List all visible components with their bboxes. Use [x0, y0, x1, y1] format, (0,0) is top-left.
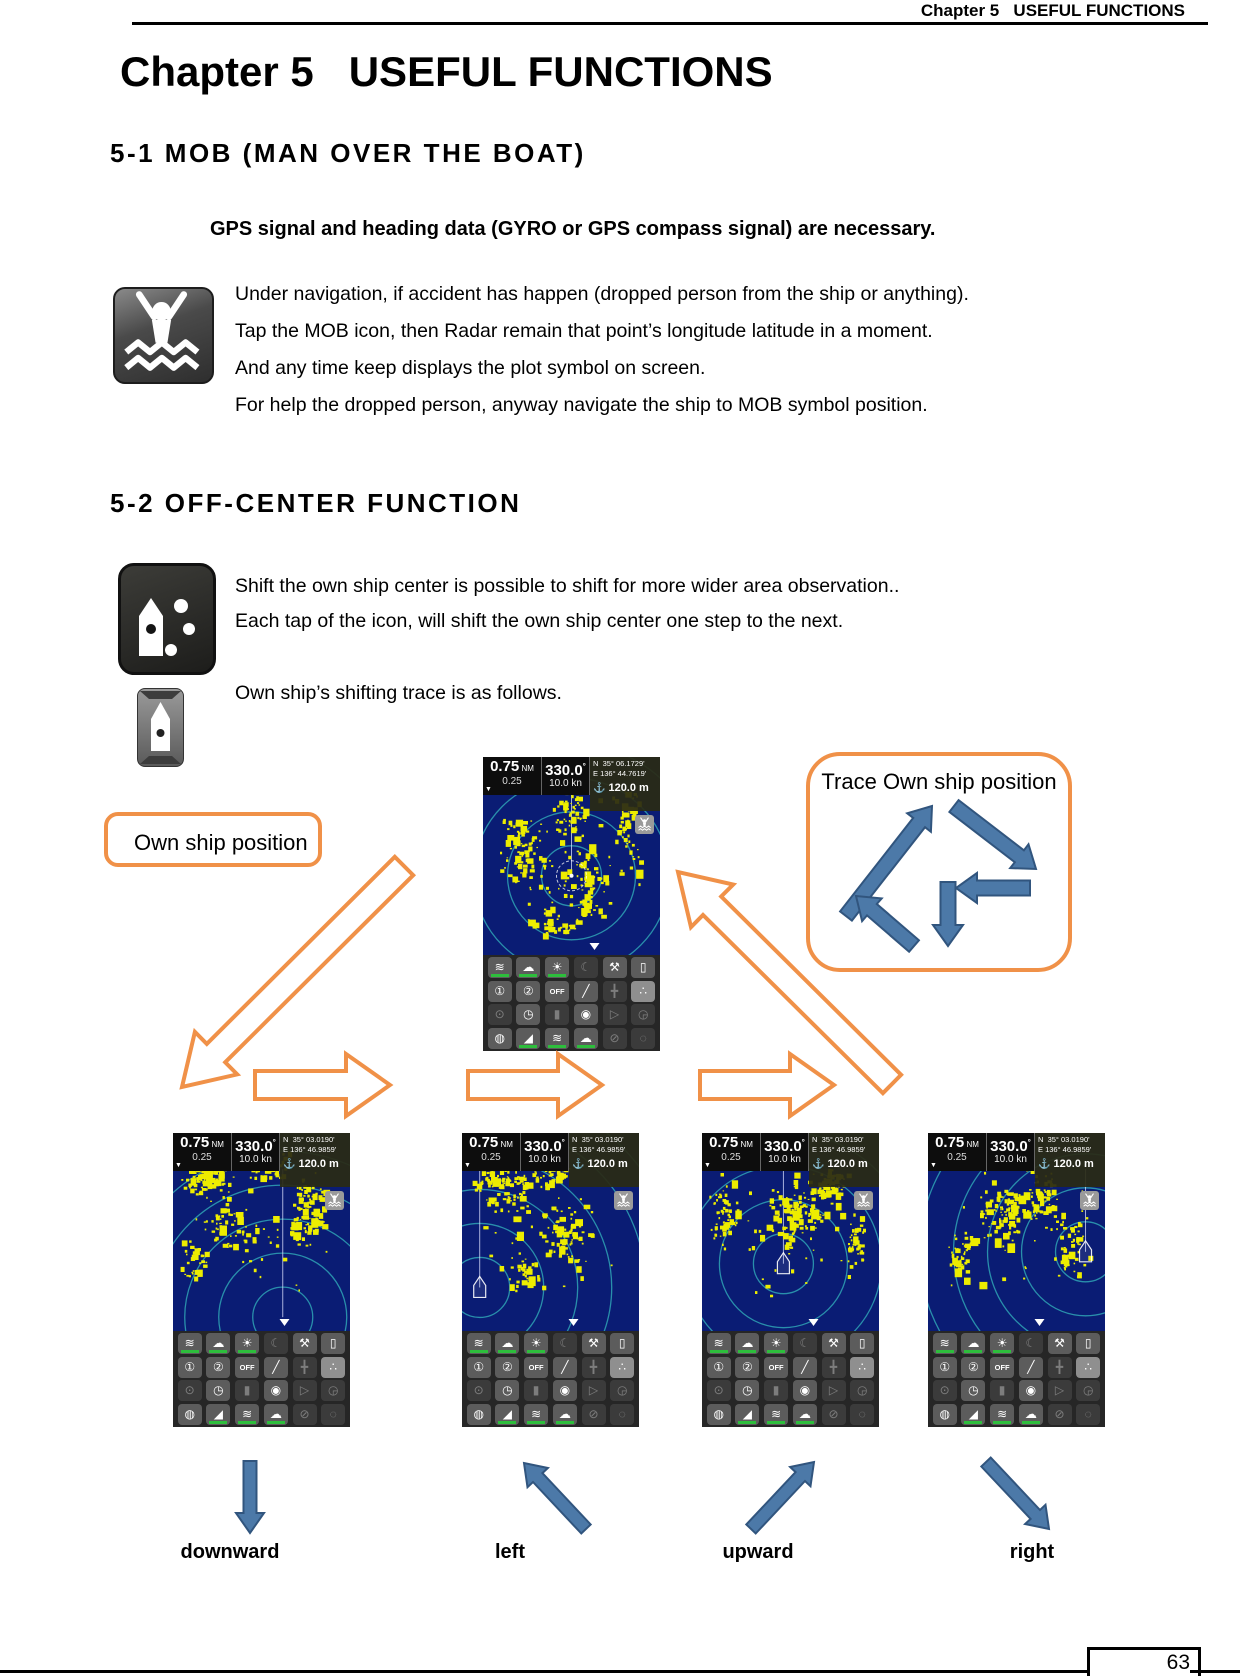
off-center-icon: ∴: [1076, 1357, 1100, 1378]
radar-data-header: [483, 757, 660, 811]
radar-menu-panel: [483, 955, 660, 1051]
tablet-icon: ▯: [321, 1333, 345, 1354]
heading-cell: [761, 1133, 809, 1171]
longitude-value: E 136° 46.9859': [283, 1145, 337, 1154]
user-1-icon: ①: [707, 1357, 731, 1378]
tune-dial-icon: ⊙: [178, 1380, 202, 1401]
radar-screenshot-left: [462, 1133, 639, 1427]
tune-dial-icon: ⊙: [707, 1380, 731, 1401]
sea-clutter-icon: ≋: [933, 1333, 957, 1354]
paragraph-line: Each tap of the icon, will shift the own ship center one step to the next.: [235, 610, 844, 632]
speed-value: 10.0 kn: [528, 1154, 561, 1165]
degree-unit: °: [561, 1138, 565, 1147]
dial-a-icon: ⊘: [603, 1028, 627, 1049]
range-value: 0.75 NM: [469, 1134, 513, 1151]
trace-own-ship-label: Trace Own ship position: [821, 769, 1057, 794]
radar-screenshot-center: [483, 757, 660, 1051]
orange-arrow-right-3: [700, 1054, 834, 1116]
flashlight-icon: ▮: [524, 1380, 548, 1401]
mob-mini-icon: [854, 1191, 873, 1210]
orange-arrow-right-2: [468, 1054, 602, 1116]
latitude-value: N 35° 03.0190': [1038, 1135, 1090, 1144]
range-down-arrow: ▼: [485, 786, 492, 793]
section-5-1-heading: 5-1 MOB (MAN OVER THE BOAT): [110, 138, 586, 168]
header-rule: [132, 22, 1208, 25]
flashlight-icon: ▮: [545, 1004, 569, 1025]
service-tools-icon: ⚒: [1048, 1333, 1072, 1354]
brightness-icon: ☀: [990, 1333, 1014, 1354]
depth-row: [1038, 1158, 1105, 1170]
menu-row: [702, 1333, 879, 1354]
timer-icon: ◷: [495, 1380, 519, 1401]
menu-row: [462, 1404, 639, 1425]
clock-icon: ◶: [631, 1004, 655, 1025]
location-pin-icon: ◉: [1019, 1380, 1043, 1401]
off-center-icon: ∴: [850, 1357, 874, 1378]
clock-icon: ◶: [850, 1380, 874, 1401]
sea-clutter-2-icon: ≋: [764, 1404, 788, 1425]
menu-row: [173, 1357, 350, 1378]
sea-clutter-icon: ≋: [178, 1333, 202, 1354]
longitude-value: E 136° 46.9859': [812, 1145, 866, 1154]
range-unit: NM: [738, 1140, 753, 1149]
tablet-icon: ▯: [631, 957, 655, 978]
menu-row: [928, 1404, 1105, 1425]
range-unit: NM: [519, 764, 534, 773]
degree-unit: °: [801, 1138, 805, 1147]
speed-value: 10.0 kn: [994, 1154, 1027, 1165]
location-pin-icon: ◉: [793, 1380, 817, 1401]
own-ship-position-label: Own ship position: [134, 830, 308, 855]
degree-unit: °: [272, 1138, 276, 1147]
anchor-watch-off-icon: OFF: [524, 1357, 548, 1378]
range-value: 0.75 NM: [935, 1134, 979, 1151]
off-center-icon: ∴: [631, 981, 655, 1002]
dial-a-icon: ⊘: [822, 1404, 846, 1425]
heading-value: 330.0°: [545, 762, 586, 779]
menu-row: [483, 957, 660, 978]
dial-b-icon: ◌: [850, 1404, 874, 1425]
menu-row: [928, 1380, 1105, 1401]
own-ship-position-callout: [104, 812, 322, 867]
mob-icon: [113, 287, 214, 384]
flashlight-icon: ▮: [990, 1380, 1014, 1401]
radar-menu-panel: [173, 1331, 350, 1427]
footer-rule: [0, 1670, 1087, 1673]
tablet-icon: ▯: [850, 1333, 874, 1354]
off-center-icon: ∴: [321, 1357, 345, 1378]
heading-value: 330.0°: [990, 1138, 1031, 1155]
position-cell: [809, 1133, 879, 1187]
heading-value: 330.0°: [524, 1138, 565, 1155]
sea-clutter-2-icon: ≋: [235, 1404, 259, 1425]
user-2-icon: ②: [495, 1357, 519, 1378]
rain-clutter-icon: ☁: [206, 1333, 230, 1354]
dial-b-icon: ◌: [610, 1404, 634, 1425]
brightness-icon: ☀: [764, 1333, 788, 1354]
service-tools-icon: ⚒: [293, 1333, 317, 1354]
label-left: left: [495, 1541, 525, 1563]
shift-arrow-downward: [236, 1461, 264, 1533]
tune-dial-icon: ⊙: [933, 1380, 957, 1401]
radar-sweep-icon: ◍: [707, 1404, 731, 1425]
mob-mini-icon: [635, 815, 654, 834]
pointer-icon: ▷: [603, 1004, 627, 1025]
clock-icon: ◶: [321, 1380, 345, 1401]
speed-value: 10.0 kn: [549, 778, 582, 789]
latitude-value: N 35° 03.0190': [812, 1135, 864, 1144]
pointer-icon: ▷: [582, 1380, 606, 1401]
radar-data-header: [173, 1133, 350, 1187]
range-rings-value: 0.25: [947, 1152, 967, 1163]
day-night-icon: ☾: [264, 1333, 288, 1354]
radar-sweep-icon: ◍: [488, 1028, 512, 1049]
brightness-icon: ☀: [524, 1333, 548, 1354]
pointer-icon: ▷: [1048, 1380, 1072, 1401]
flashlight-icon: ▮: [764, 1380, 788, 1401]
range-down-arrow: ▼: [704, 1162, 711, 1169]
paragraph-line: And any time keep displays the plot symbol on screen.: [235, 357, 706, 379]
off-center-icon: ∴: [610, 1357, 634, 1378]
service-tools-icon: ⚒: [822, 1333, 846, 1354]
degree-unit: °: [582, 762, 586, 771]
range-value: 0.75 NM: [709, 1134, 753, 1151]
own-ship-glyph: [138, 689, 183, 766]
day-night-icon: ☾: [574, 957, 598, 978]
curve-icon: ◢: [735, 1404, 759, 1425]
user-2-icon: ②: [516, 981, 540, 1002]
rain-clutter-2-icon: ☁: [553, 1404, 577, 1425]
depth-row: [593, 782, 660, 794]
day-night-icon: ☾: [1019, 1333, 1043, 1354]
menu-row: [928, 1357, 1105, 1378]
position-cell: [280, 1133, 350, 1187]
off-center-glyph: [121, 566, 213, 672]
gps-note: GPS signal and heading data (GYRO or GPS compass signal) are necessary.: [210, 218, 936, 240]
heading-cell: [232, 1133, 280, 1171]
radar-sweep-icon: ◍: [178, 1404, 202, 1425]
pointer-icon: ▷: [822, 1380, 846, 1401]
speed-value: 10.0 kn: [239, 1154, 272, 1165]
menu-row: [462, 1333, 639, 1354]
menu-row: [173, 1333, 350, 1354]
orange-arrow-down-left: [182, 857, 413, 1087]
heading-value: 330.0°: [235, 1138, 276, 1155]
curve-icon: ◢: [206, 1404, 230, 1425]
mob-mini-icon: [325, 1191, 344, 1210]
menu-row: [702, 1380, 879, 1401]
range-down-arrow: ▼: [930, 1162, 937, 1169]
menu-row: [483, 1028, 660, 1049]
longitude-value: E 136° 44.7619': [593, 769, 647, 778]
radar-sweep-icon: ◍: [933, 1404, 957, 1425]
timer-icon: ◷: [516, 1004, 540, 1025]
range-down-arrow: ▼: [175, 1162, 182, 1169]
curve-icon: ◢: [495, 1404, 519, 1425]
user-1-icon: ①: [178, 1357, 202, 1378]
radar-menu-panel: [702, 1331, 879, 1427]
user-2-icon: ②: [206, 1357, 230, 1378]
sea-clutter-2-icon: ≋: [990, 1404, 1014, 1425]
depth-value: 120.0 m: [608, 782, 649, 794]
range-unit: NM: [498, 1140, 513, 1149]
range-rings-value: 0.25: [721, 1152, 741, 1163]
radar-menu-panel: [928, 1331, 1105, 1427]
brightness-icon: ☀: [545, 957, 569, 978]
dial-b-icon: ◌: [1076, 1404, 1100, 1425]
depth-row: [812, 1158, 879, 1170]
radar-screenshot-upward: [702, 1133, 879, 1427]
menu-row: [483, 981, 660, 1002]
curve-icon: ◢: [961, 1404, 985, 1425]
shift-arrow-upward: [746, 1462, 814, 1534]
trace-own-ship-callout: [806, 752, 1072, 972]
range-rings-value: 0.25: [192, 1152, 212, 1163]
position-cell: [590, 757, 660, 811]
chapter-title: Chapter 5 USEFUL FUNCTIONS: [120, 48, 773, 95]
user-1-icon: ①: [488, 981, 512, 1002]
depth-row: [572, 1158, 639, 1170]
anchor-icon: ⚓: [812, 1158, 825, 1170]
orange-arrow-right-1: [255, 1054, 390, 1116]
page-number: 63: [1087, 1647, 1201, 1676]
heading-value: 330.0°: [764, 1138, 805, 1155]
range-unit: NM: [964, 1140, 979, 1149]
curve-icon: ◢: [516, 1028, 540, 1049]
brightness-icon: ☀: [235, 1333, 259, 1354]
user-1-icon: ①: [467, 1357, 491, 1378]
range-rings-value: 0.25: [502, 776, 522, 787]
range-unit: NM: [209, 1140, 224, 1149]
own-ship-icon: [137, 688, 184, 767]
rain-clutter-icon: ☁: [961, 1333, 985, 1354]
heading-cell: [521, 1133, 569, 1171]
label-upward: upward: [722, 1541, 794, 1563]
range-down-arrow: ▼: [464, 1162, 471, 1169]
running-header: Chapter 5 USEFUL FUNCTIONS: [920, 1, 1185, 20]
menu-row: [173, 1404, 350, 1425]
flashlight-icon: ▮: [235, 1380, 259, 1401]
gain-icon: ╱: [574, 981, 598, 1002]
anchor-icon: ⚓: [1038, 1158, 1051, 1170]
rain-clutter-2-icon: ☁: [1019, 1404, 1043, 1425]
range-value: 0.75 NM: [180, 1134, 224, 1151]
latitude-value: N 35° 03.0190': [572, 1135, 624, 1144]
paragraph-line: Under navigation, if accident has happen (dropped person from the ship or anything).: [235, 283, 969, 305]
dial-a-icon: ⊘: [1048, 1404, 1072, 1425]
radar-menu-panel: [462, 1331, 639, 1427]
user-1-icon: ①: [933, 1357, 957, 1378]
timer-icon: ◷: [961, 1380, 985, 1401]
menu-row: [702, 1404, 879, 1425]
section-5-2-heading: 5-2 OFF-CENTER FUNCTION: [110, 488, 522, 518]
range-value: 0.75 NM: [490, 758, 534, 775]
anchor-watch-off-icon: OFF: [764, 1357, 788, 1378]
menu-row: [702, 1357, 879, 1378]
trace-intro-line: Own ship’s shifting trace is as follows.: [235, 682, 562, 704]
dial-b-icon: ◌: [631, 1028, 655, 1049]
tablet-icon: ▯: [610, 1333, 634, 1354]
position-cell: [569, 1133, 639, 1187]
service-tools-icon: ⚒: [603, 957, 627, 978]
location-pin-icon: ◉: [553, 1380, 577, 1401]
location-pin-icon: ◉: [574, 1004, 598, 1025]
menu-row: [462, 1380, 639, 1401]
mob-mini-icon: [1080, 1191, 1099, 1210]
latitude-value: N 35° 06.1729': [593, 759, 645, 768]
latitude-value: N 35° 03.0190': [283, 1135, 335, 1144]
anchor-watch-off-icon: OFF: [990, 1357, 1014, 1378]
radar-data-header: [462, 1133, 639, 1187]
shift-arrow-left: [524, 1463, 591, 1534]
rain-clutter-icon: ☁: [516, 957, 540, 978]
service-tools-icon: ⚒: [582, 1333, 606, 1354]
radar-sweep-icon: ◍: [467, 1404, 491, 1425]
tune-dial-icon: ⊙: [467, 1380, 491, 1401]
radar-data-header: [702, 1133, 879, 1187]
gain-icon: ╱: [1019, 1357, 1043, 1378]
man-overboard-glyph: [115, 289, 208, 378]
position-cell: [1035, 1133, 1105, 1187]
radar-screenshot-right: [928, 1133, 1105, 1427]
user-2-icon: ②: [961, 1357, 985, 1378]
dial-a-icon: ⊘: [293, 1404, 317, 1425]
depth-value: 120.0 m: [298, 1158, 339, 1170]
day-night-icon: ☾: [793, 1333, 817, 1354]
user-2-icon: ②: [735, 1357, 759, 1378]
anchor-icon: ⚓: [572, 1158, 585, 1170]
anchor-icon: ⚓: [593, 782, 606, 794]
gain-icon: ╱: [264, 1357, 288, 1378]
sea-clutter-icon: ≋: [488, 957, 512, 978]
radar-data-header: [928, 1133, 1105, 1187]
menu-row: [173, 1380, 350, 1401]
cursor-cross-icon: ╋: [1048, 1357, 1072, 1378]
menu-row: [483, 1004, 660, 1025]
shift-arrow-right: [981, 1458, 1049, 1530]
rain-clutter-2-icon: ☁: [264, 1404, 288, 1425]
clock-icon: ◶: [610, 1380, 634, 1401]
gain-icon: ╱: [553, 1357, 577, 1378]
radar-screenshot-downward: [173, 1133, 350, 1427]
sea-clutter-2-icon: ≋: [545, 1028, 569, 1049]
tablet-icon: ▯: [1076, 1333, 1100, 1354]
cursor-cross-icon: ╋: [603, 981, 627, 1002]
sea-clutter-icon: ≋: [707, 1333, 731, 1354]
heading-cell: [987, 1133, 1035, 1171]
timer-icon: ◷: [735, 1380, 759, 1401]
sea-clutter-icon: ≋: [467, 1333, 491, 1354]
rain-clutter-icon: ☁: [495, 1333, 519, 1354]
off-center-icon: [118, 563, 216, 675]
sea-clutter-2-icon: ≋: [524, 1404, 548, 1425]
degree-unit: °: [1027, 1138, 1031, 1147]
label-downward: downward: [180, 1541, 280, 1563]
menu-row: [462, 1357, 639, 1378]
cursor-cross-icon: ╋: [293, 1357, 317, 1378]
speed-value: 10.0 kn: [768, 1154, 801, 1165]
dial-b-icon: ◌: [321, 1404, 345, 1425]
tune-dial-icon: ⊙: [488, 1004, 512, 1025]
anchor-watch-off-icon: OFF: [235, 1357, 259, 1378]
anchor-icon: ⚓: [283, 1158, 296, 1170]
location-pin-icon: ◉: [264, 1380, 288, 1401]
range-rings-value: 0.25: [481, 1152, 501, 1163]
paragraph-line: For help the dropped person, anyway navigate the ship to MOB symbol position.: [235, 394, 928, 416]
depth-value: 120.0 m: [1053, 1158, 1094, 1170]
rain-clutter-2-icon: ☁: [793, 1404, 817, 1425]
heading-cell: [542, 757, 590, 795]
cursor-cross-icon: ╋: [582, 1357, 606, 1378]
depth-value: 120.0 m: [827, 1158, 868, 1170]
paragraph-line: Shift the own ship center is possible to shift for more wider area observation..: [235, 575, 900, 597]
depth-row: [283, 1158, 350, 1170]
longitude-value: E 136° 46.9859': [572, 1145, 626, 1154]
anchor-watch-off-icon: OFF: [545, 981, 569, 1002]
clock-icon: ◶: [1076, 1380, 1100, 1401]
rain-clutter-icon: ☁: [735, 1333, 759, 1354]
paragraph-line: Tap the MOB icon, then Radar remain that point’s longitude latitude in a moment.: [235, 320, 933, 342]
mob-mini-icon: [614, 1191, 633, 1210]
longitude-value: E 136° 46.9859': [1038, 1145, 1092, 1154]
depth-value: 120.0 m: [587, 1158, 628, 1170]
day-night-icon: ☾: [553, 1333, 577, 1354]
menu-row: [928, 1333, 1105, 1354]
gain-icon: ╱: [793, 1357, 817, 1378]
pointer-icon: ▷: [293, 1380, 317, 1401]
cursor-cross-icon: ╋: [822, 1357, 846, 1378]
dial-a-icon: ⊘: [582, 1404, 606, 1425]
rain-clutter-2-icon: ☁: [574, 1028, 598, 1049]
timer-icon: ◷: [206, 1380, 230, 1401]
label-right: right: [1009, 1541, 1055, 1563]
